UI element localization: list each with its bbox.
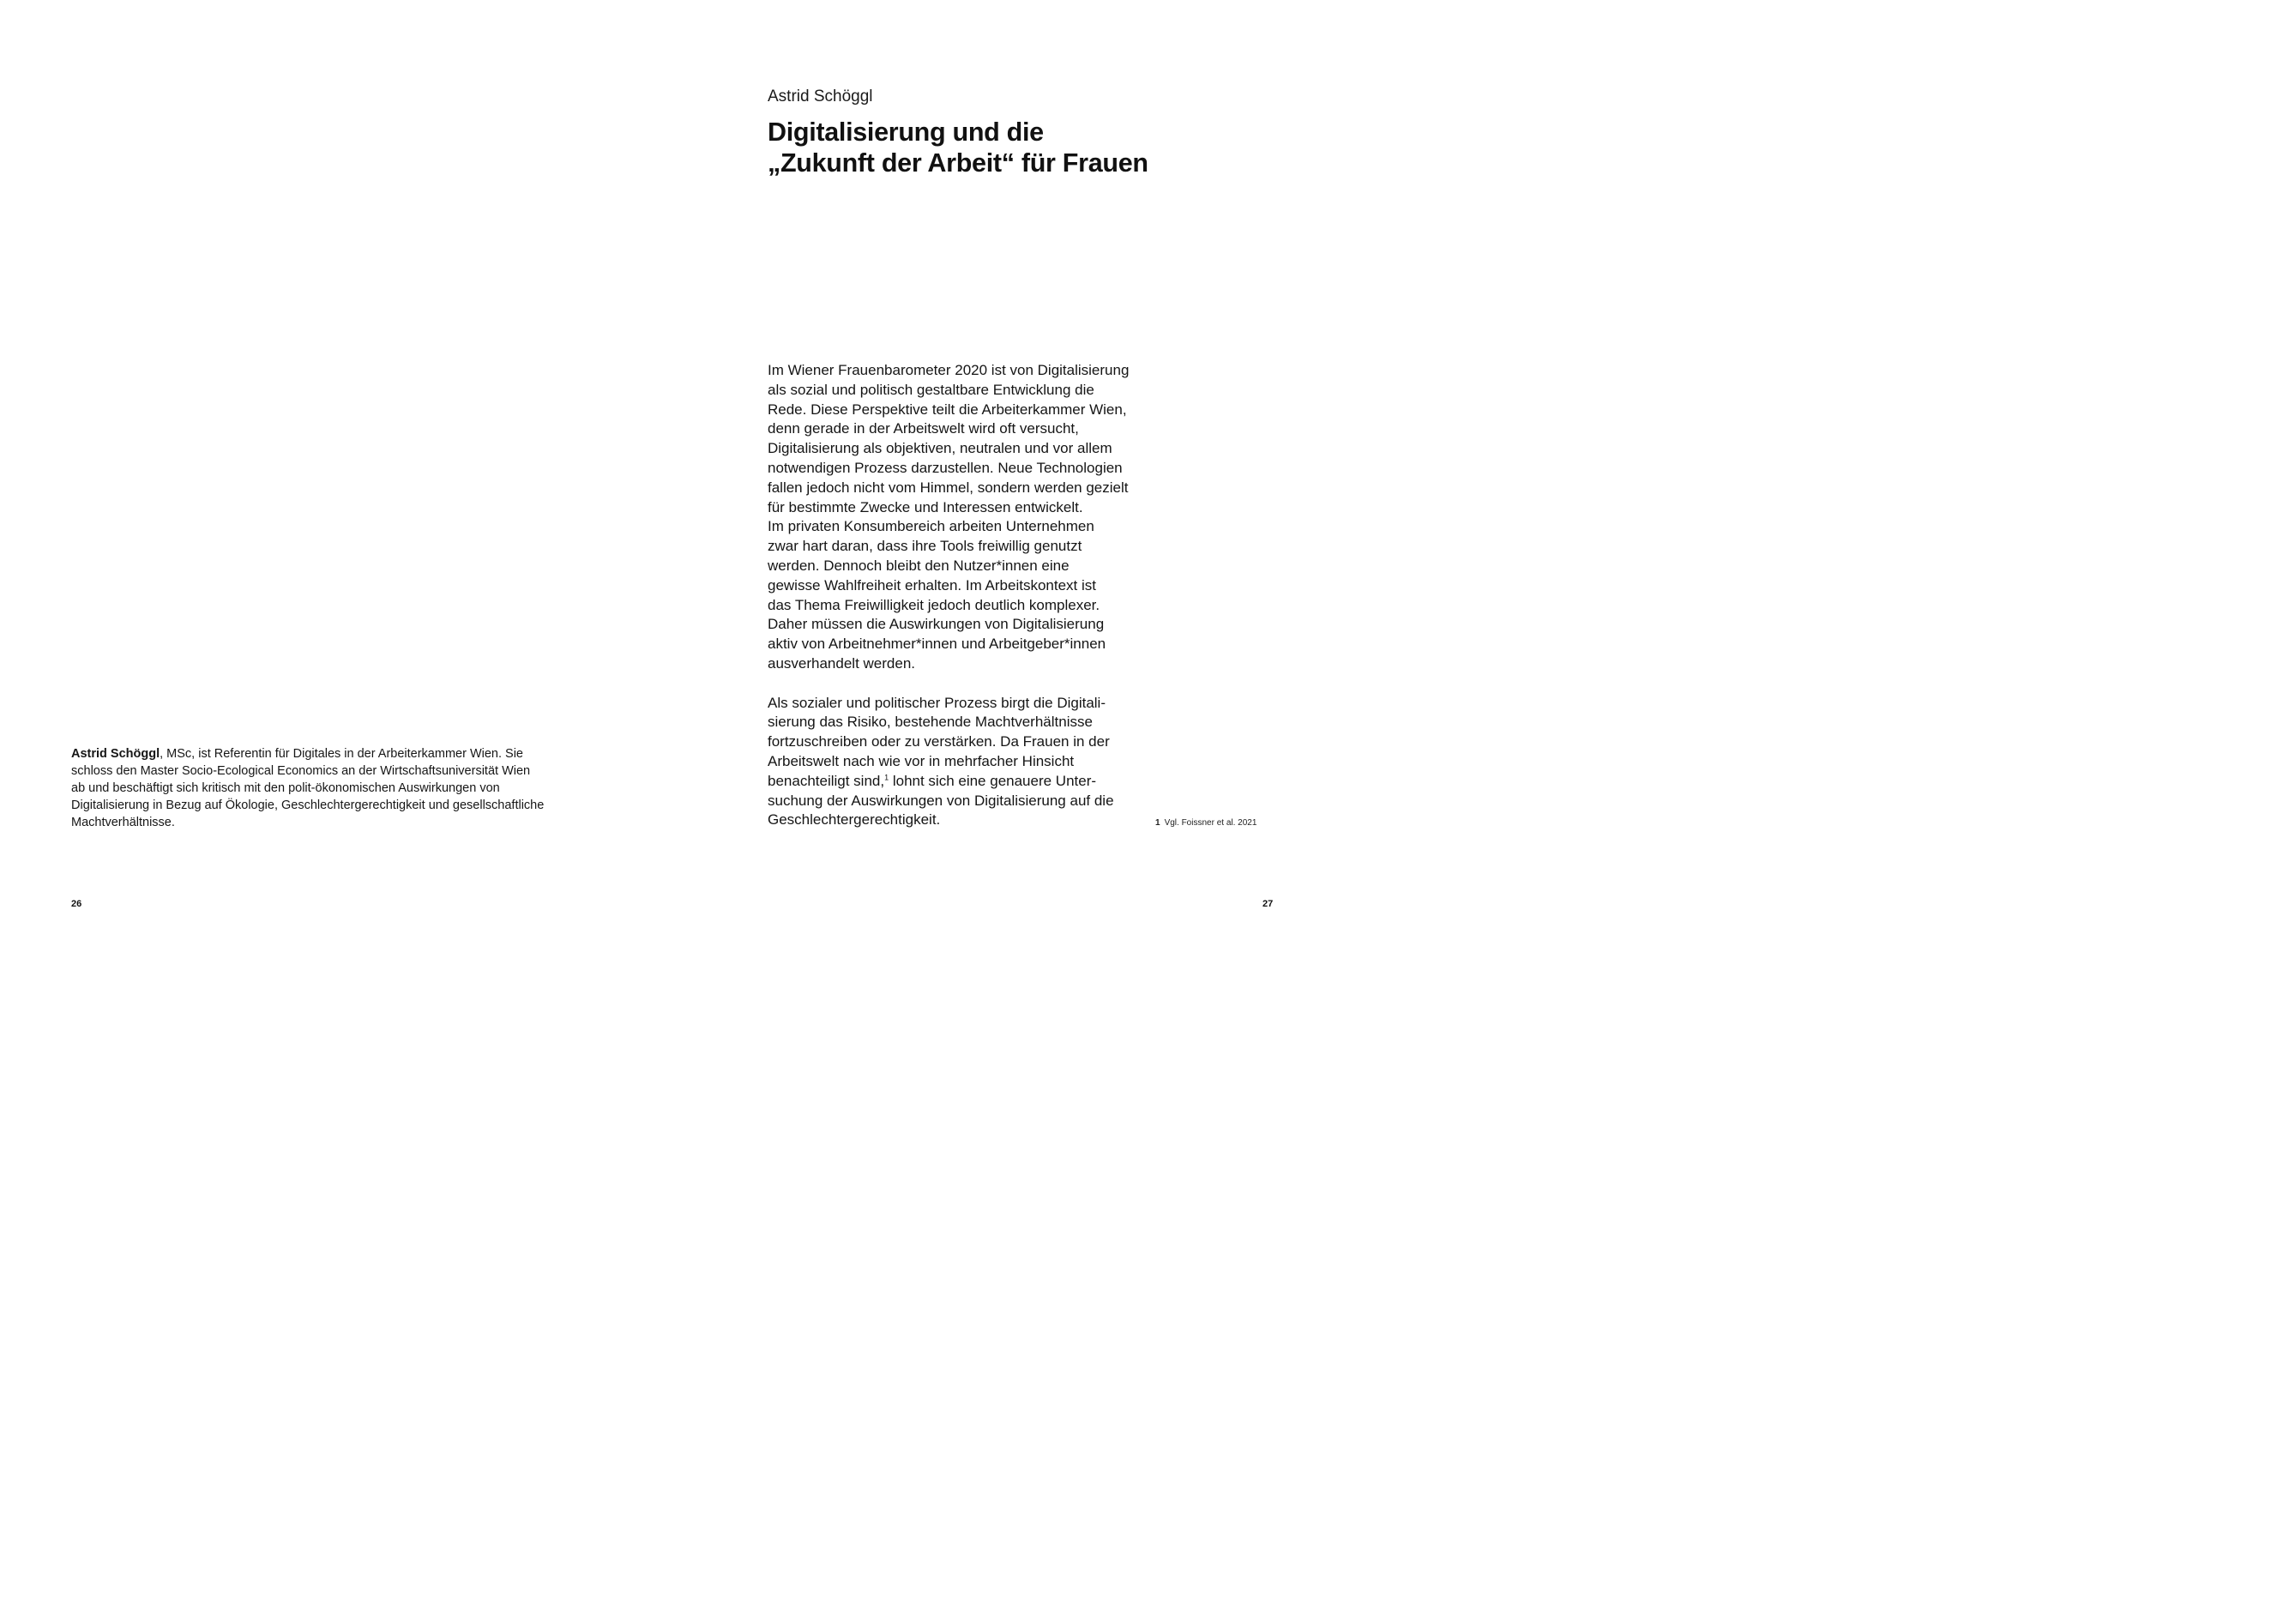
body-line: als sozial und politisch gestaltbare Entwicklung die bbox=[768, 381, 1094, 398]
ref-line-start: benachteiligt sind, bbox=[768, 772, 885, 789]
article-body bbox=[768, 361, 1162, 830]
body-line: Rede. Diese Perspektive teilt die Arbeiterkammer Wien, bbox=[768, 401, 1127, 418]
body-line: Digitalisierung als objektiven, neutralen und vor allem bbox=[768, 440, 1112, 457]
body-line: aktiv von Arbeitnehmer*innen und Arbeitgeber*innen bbox=[768, 636, 1106, 653]
footnote-text: Vgl. Foissner et al. 2021 bbox=[1164, 818, 1257, 828]
body-paragraph bbox=[768, 694, 1162, 831]
body-paragraph bbox=[768, 361, 1162, 674]
bio-author-name: Astrid Schöggl bbox=[71, 747, 160, 761]
footnote-reference: 1 bbox=[884, 773, 889, 782]
bio-line1-rest: , MSc, ist Referentin für Digitales in der Arbeiterkammer Wien. Sie bbox=[160, 747, 523, 761]
bio-line: Machtverhältnisse. bbox=[71, 816, 175, 829]
body-line: fallen jedoch nicht vom Himmel, sondern werden gezielt bbox=[768, 479, 1129, 496]
author-bio bbox=[71, 745, 586, 831]
body-line: fortzuschreiben oder zu verstärken. Da Frauen in der bbox=[768, 733, 1110, 750]
body-line-with-footnote bbox=[768, 772, 1162, 792]
body-line: das Thema Freiwilligkeit jedoch deutlich komplexer. bbox=[768, 596, 1100, 613]
body-line: suchung der Auswirkungen von Digitalisierung auf die bbox=[768, 792, 1114, 809]
body-line: notwendigen Prozess darzustellen. Neue Technologien bbox=[768, 459, 1123, 476]
body-line: sierung das Risiko, bestehende Machtverhältnisse bbox=[768, 714, 1093, 731]
article-author: Astrid Schöggl bbox=[768, 87, 873, 105]
footnote-number: 1 bbox=[1155, 818, 1160, 828]
body-line: denn gerade in der Arbeitswelt wird oft versucht, bbox=[768, 420, 1079, 437]
bio-line: ab und beschäftigt sich kritisch mit den polit-ökonomischen Auswirkungen von bbox=[71, 781, 500, 795]
body-line: zwar hart daran, dass ihre Tools freiwillig genutzt bbox=[768, 538, 1082, 555]
body-line: gewisse Wahlfreiheit erhalten. Im Arbeitskontext ist bbox=[768, 576, 1096, 594]
body-line: Als sozialer und politischer Prozess birgt die Digitali- bbox=[768, 694, 1106, 711]
body-line: Arbeitswelt nach wie vor in mehrfacher Hinsicht bbox=[768, 752, 1075, 769]
book-spread bbox=[0, 0, 1337, 944]
bio-line: schloss den Master Socio-Ecological Economics an der Wirtschaftsuniversität Wien bbox=[71, 764, 531, 778]
body-line: Im privaten Konsumbereich arbeiten Unternehmen bbox=[768, 518, 1094, 535]
body-line: ausverhandelt werden. bbox=[768, 654, 916, 672]
article-title bbox=[768, 117, 1148, 178]
body-line: Daher müssen die Auswirkungen von Digitalisierung bbox=[768, 616, 1105, 633]
page-number-left: 26 bbox=[71, 899, 82, 909]
body-line: Geschlechtergerechtigkeit. bbox=[768, 811, 941, 829]
title-line: „Zukunft der Arbeit“ für Frauen bbox=[768, 148, 1148, 178]
footnote bbox=[1155, 817, 1256, 829]
title-line: Digitalisierung und die bbox=[768, 118, 1044, 147]
bio-line bbox=[71, 745, 586, 762]
bio-line: Digitalisierung in Bezug auf Ökologie, Geschlechtergerechtigkeit und gesellschaftliche bbox=[71, 798, 545, 812]
page-number-right: 27 bbox=[1262, 899, 1274, 909]
body-line: für bestimmte Zwecke und Interessen entwickelt. bbox=[768, 498, 1083, 515]
body-line: werden. Dennoch bleibt den Nutzer*innen eine bbox=[768, 557, 1070, 574]
ref-line-end: lohnt sich eine genauere Unter- bbox=[889, 772, 1097, 789]
body-line: Im Wiener Frauenbarometer 2020 ist von Digitalisierung bbox=[768, 362, 1130, 378]
